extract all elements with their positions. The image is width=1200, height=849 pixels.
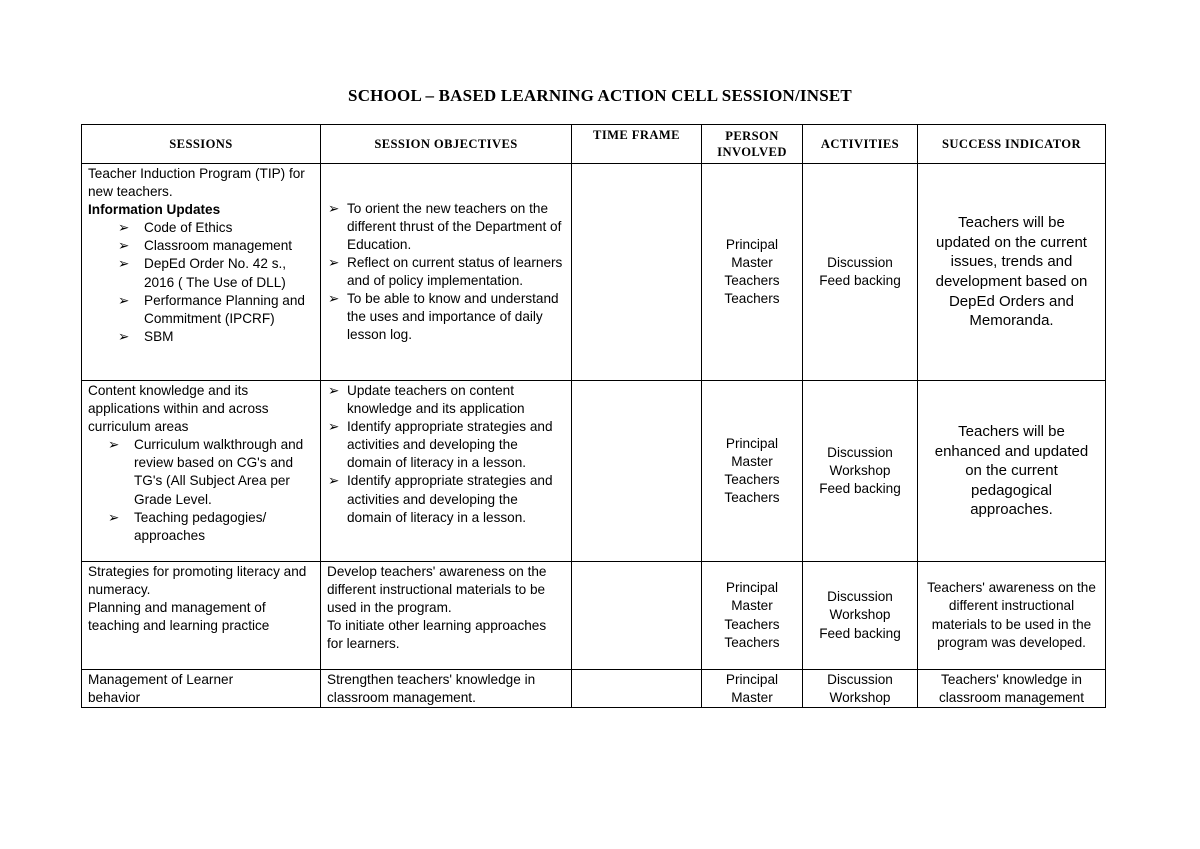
time-frame-cell xyxy=(572,670,702,708)
arrow-bullet-icon: ➢ xyxy=(328,473,340,489)
arrow-bullet-icon: ➢ xyxy=(328,419,340,435)
arrow-bullet-icon: ➢ xyxy=(118,220,130,236)
sessions-cell xyxy=(82,381,321,562)
objectives-cell xyxy=(321,562,572,670)
person-involved-cell: Principal Master xyxy=(702,670,803,708)
arrow-bullet-icon: ➢ xyxy=(328,383,340,398)
activities-cell: Discussion Workshop Feed backing xyxy=(803,381,918,562)
arrow-bullet-icon: ➢ xyxy=(108,437,120,453)
header-success-indicator: SUCCESS INDICATOR xyxy=(918,125,1106,164)
success-indicator-cell: Teachers' awareness on the different instructional materials to be used in the program was developed. xyxy=(918,562,1106,670)
list-item: ➢ Classroom management xyxy=(118,237,314,255)
sessions-cell xyxy=(82,562,321,670)
document-title: SCHOOL – BASED LEARNING ACTION CELL SESSION/INSET xyxy=(348,86,852,105)
arrow-bullet-icon: ➢ xyxy=(328,254,340,270)
success-indicator-cell: Teachers will be enhanced and updated on the current pedagogical approaches. xyxy=(918,381,1106,562)
person-involved-cell: Principal Master Teachers Teachers xyxy=(702,562,803,670)
arrow-bullet-icon: ➢ xyxy=(328,291,340,307)
success-indicator-cell: Teachers will be updated on the current issues, trends and development based on DepEd Orders and Memoranda. xyxy=(918,164,1106,381)
session-bullet-list xyxy=(88,219,314,346)
objective-list xyxy=(327,200,565,345)
activities-cell: Discussion Workshop xyxy=(803,670,918,708)
list-item: ➢ Performance Planning and Commitment (IPCRF) xyxy=(118,292,305,326)
header-time-frame: TIME FRAME xyxy=(572,125,702,164)
person-involved-cell: Principal Master Teachers Teachers xyxy=(702,381,803,562)
arrow-bullet-icon: ➢ xyxy=(118,292,130,308)
arrow-bullet-icon: ➢ xyxy=(118,238,130,254)
activities-cell: Discussion Workshop Feed backing xyxy=(803,562,918,670)
time-frame-cell xyxy=(572,381,702,562)
list-item: ➢ Code of Ethics xyxy=(118,219,314,237)
table-row xyxy=(82,670,1106,708)
arrow-bullet-icon: ➢ xyxy=(118,256,130,272)
session-heading: Information Updates xyxy=(88,202,221,218)
arrow-bullet-icon: ➢ xyxy=(108,509,120,525)
objectives-cell xyxy=(321,164,572,381)
session-line: Strategies for promoting literacy and numeracy. xyxy=(88,564,307,598)
header-sessions: SESSIONS xyxy=(82,125,321,164)
objectives-cell xyxy=(321,381,572,562)
objective-line: Develop teachers' awareness on the different instructional materials to be used in the program. xyxy=(327,564,547,616)
table-row xyxy=(82,562,1106,670)
header-person-involved: PERSON INVOLVED xyxy=(702,125,803,164)
table-row xyxy=(82,164,1106,381)
session-intro: Content knowledge and its applications within and across curriculum areas xyxy=(88,383,269,435)
lac-session-table xyxy=(81,124,1106,708)
list-item: ➢ To be able to know and understand the uses and importance of daily lesson log. xyxy=(328,291,559,343)
list-item: ➢ Teaching pedagogies/ approaches xyxy=(108,509,267,543)
objective-list xyxy=(327,382,565,527)
table-row xyxy=(82,381,1106,562)
list-item: ➢ To orient the new teachers on the different thrust of the Department of Education. xyxy=(328,200,562,252)
time-frame-cell xyxy=(572,562,702,670)
header-session-objectives: SESSION OBJECTIVES xyxy=(321,125,572,164)
person-involved-cell: Principal Master Teachers Teachers xyxy=(702,164,803,381)
activities-cell: Discussion Feed backing xyxy=(803,164,918,381)
list-item: ➢ Identify appropriate strategies and activities and developing the domain of literacy in a lesson. xyxy=(328,473,553,525)
time-frame-cell xyxy=(572,164,702,381)
list-item: ➢ Reflect on current status of learners and of policy implementation. xyxy=(328,254,563,288)
session-bullet-list xyxy=(88,436,314,545)
list-item: ➢ DepEd Order No. 42 s., 2016 ( The Use of DLL) xyxy=(118,256,287,290)
table-header-row xyxy=(82,125,1106,164)
objectives-cell: Strengthen teachers' knowledge in classroom management. xyxy=(321,670,572,708)
session-intro: Teacher Induction Program (TIP) for new teachers. xyxy=(88,166,305,200)
objective-line: To initiate other learning approaches for learners. xyxy=(327,618,547,652)
arrow-bullet-icon: ➢ xyxy=(328,200,340,216)
list-item: ➢ Identify appropriate strategies and activities and developing the domain of literacy in a lesson. xyxy=(328,419,553,471)
sessions-cell: Management of Learner behavior xyxy=(82,670,321,708)
arrow-bullet-icon: ➢ xyxy=(118,328,130,344)
success-indicator-cell: Teachers' knowledge in classroom management xyxy=(918,670,1106,708)
list-item: ➢ SBM xyxy=(118,328,314,346)
header-activities: ACTIVITIES xyxy=(803,125,918,164)
session-line: Planning and management of teaching and learning practice xyxy=(88,600,270,634)
list-item: ➢ Curriculum walkthrough and review based on CG's and TG's (All Subject Area per Grade Level. xyxy=(108,437,304,507)
list-item: ➢ Update teachers on content knowledge and its application xyxy=(328,383,525,417)
sessions-cell xyxy=(82,164,321,381)
